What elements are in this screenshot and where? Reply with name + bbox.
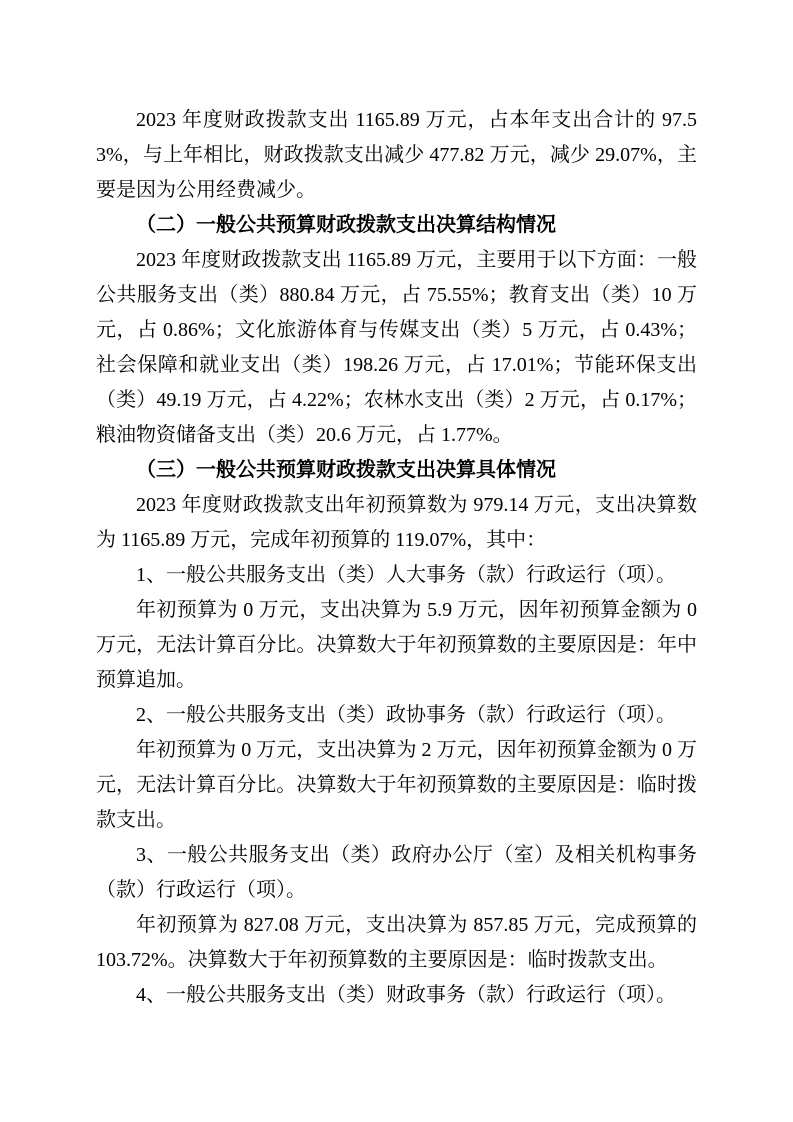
body-paragraph: 2023 年度财政拨款支出 1165.89 万元，主要用于以下方面：一般公共服务支出（类）880.84 万元，占 75.55%；教育支出（类）10 万元，占 0.86%；文化旅游体育与传媒支出（类）5 万元，占 0.43%；社会保障和就业支出（类）198.26 万元，占 17.01%；节能环保支出（类）49.19 万元，占 4.22%；农林水支出（类）2 万元，占 0.17%；粮油物资储备支出（类）20.6 万元，占 1.77%。 [96,249,697,446]
body-paragraph: 年初预算为 0 万元，支出决算为 2 万元，因年初预算金额为 0 万元，无法计算百分比。决算数大于年初预算数的主要原因是：临时拨款支出。 [96,739,697,831]
body-paragraph: 2023 年度财政拨款支出 1165.89 万元，占本年支出合计的 97.53%，与上年相比，财政拨款支出减少 477.82 万元，减少 29.07%，主要是因为公用经费减少。 [96,109,697,201]
document-body [96,103,697,1013]
section-heading: （三）一般公共预算财政拨款支出决算具体情况 [136,459,556,481]
body-paragraph: 年初预算为 0 万元，支出决算为 5.9 万元，因年初预算金额为 0 万元，无法计算百分比。决算数大于年初预算数的主要原因是：年中预算追加。 [96,599,697,691]
body-paragraph: 4、一般公共服务支出（类）财政事务（款）行政运行（项）。 [136,984,676,1006]
body-paragraph: 2、一般公共服务支出（类）政协事务（款）行政运行（项）。 [136,704,676,726]
body-paragraph: 1、一般公共服务支出（类）人大事务（款）行政运行（项）。 [136,564,676,586]
body-paragraph: 2023 年度财政拨款支出年初预算数为 979.14 万元，支出决算数为 1165.89 万元，完成年初预算的 119.07%，其中： [96,494,697,551]
body-paragraph: 3、一般公共服务支出（类）政府办公厅（室）及相关机构事务（款）行政运行（项）。 [96,844,697,901]
body-paragraph: 年初预算为 827.08 万元，支出决算为 857.85 万元，完成预算的 103.72%。决算数大于年初预算数的主要原因是：临时拨款支出。 [96,914,697,971]
section-heading: （二）一般公共预算财政拨款支出决算结构情况 [136,214,556,236]
